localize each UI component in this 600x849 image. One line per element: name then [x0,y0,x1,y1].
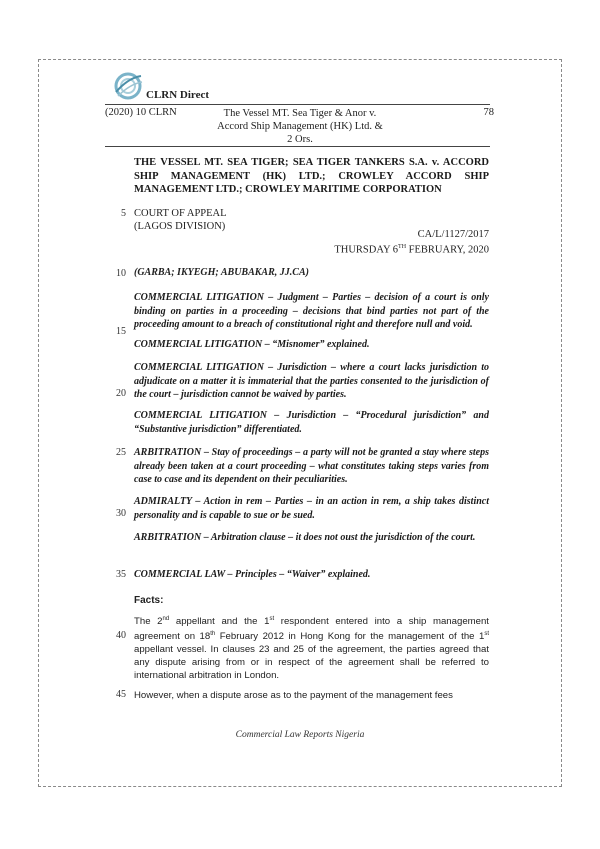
date-suffix: FEBRUARY, 2020 [406,244,489,256]
line-number: 15 [116,326,126,337]
line-number: 10 [116,268,126,279]
case-title-line1: The Vessel MT. Sea Tiger & Anor v. [223,108,377,119]
brand-name: CLRN Direct [146,89,210,101]
running-case-title [215,107,385,146]
line-number: 35 [116,569,126,580]
facts-text: February 2012 in Hong Kong for the management of the 1 [215,631,485,643]
header-rule-bottom [105,146,490,147]
clrn-logo-icon [112,70,144,102]
facts-paragraph-1 [134,613,489,682]
line-number: 40 [116,630,126,641]
page-footer: Commercial Law Reports Nigeria [235,730,365,740]
facts-sup: th [210,631,216,638]
date-sup: TH [398,244,407,250]
facts-sup: st [269,616,275,622]
court-line1: COURT OF APPEAL [134,208,227,219]
page-number: 78 [483,107,494,118]
header-rule-top [105,104,490,105]
date-prefix: THURSDAY 6 [334,244,399,256]
suit-details [334,228,489,257]
facts-text: appellant and the 1 [169,616,270,628]
case-title-line2: Accord Ship Management (HK) Ltd. & 2 Ors. [217,121,383,145]
holding-7: ARBITRATION – Arbitration clause – it does not oust the jurisdiction of the court. [134,532,476,543]
facts-paragraph-2: However, when a dispute arose as to the payment of the management fees [134,690,453,701]
holding-5: ARBITRATION – Stay of proceedings – a party will not be granted a stay where steps already been taken at a court proceeding – what constitutes taking steps varies from case to case and its dependent on their peculiarities. [134,447,489,485]
facts-sup: nd [162,616,170,622]
holding-2: COMMERCIAL LITIGATION – “Misnomer” explained. [134,339,370,350]
judges-panel: (GARBA; IKYEGH; ABUBAKAR, JJ.CA) [134,267,309,278]
court-line2: (LAGOS DIVISION) [134,221,226,232]
line-number: 45 [116,689,126,700]
holding-1: COMMERCIAL LITIGATION – Judgment – Parties – decision of a court is only binding on parties in a proceeding – decisions that bind parties not part of the proceeding amount to a breach of constitutional right and therefore null and void. [134,292,489,330]
judgment-date [334,241,489,257]
line-number: 25 [116,447,126,458]
facts-text: respondent entered into a ship management agreement on 18 [134,616,489,643]
line-number: 30 [116,508,126,519]
holding-8: COMMERCIAL LAW – Principles – “Waiver” explained. [134,569,371,580]
holding-3: COMMERCIAL LITIGATION – Jurisdiction – where a court lacks jurisdiction to adjudicate on a matter it is immaterial that the parties consented to the jurisdiction of the court – jurisdiction cannot be waived by parties. [134,362,489,400]
facts-text: appellant vessel. In clauses 23 and 25 of the agreement, the parties agreed that any dispute arising from or in respect of the agreement shall be referred to international arbitration in London. [134,644,489,682]
report-citation: (2020) 10 CLRN [105,107,177,118]
holding-4: COMMERCIAL LITIGATION – Jurisdiction – “Procedural jurisdiction” and “Substantive jurisdiction” differentiated. [134,410,489,435]
facts-text: The 2 [134,616,163,628]
court-name [134,207,227,233]
facts-sup: st [484,631,489,638]
line-number: 20 [116,388,126,399]
suit-number: CA/L/1127/2017 [417,229,489,240]
facts-heading: Facts: [134,595,164,606]
holding-6: ADMIRALTY – Action in rem – Parties – in an action in rem, a ship takes distinct personality and is capable to sue or be sued. [134,496,489,521]
case-parties: THE VESSEL MT. SEA TIGER; SEA TIGER TANKERS S.A. v. ACCORD SHIP MANAGEMENT (HK) LTD.; CROWLEY ACCORD SHIP MANAGEMENT LTD.; CROWLEY MARITIME CORPORATION [134,157,489,195]
line-number: 5 [121,208,126,219]
